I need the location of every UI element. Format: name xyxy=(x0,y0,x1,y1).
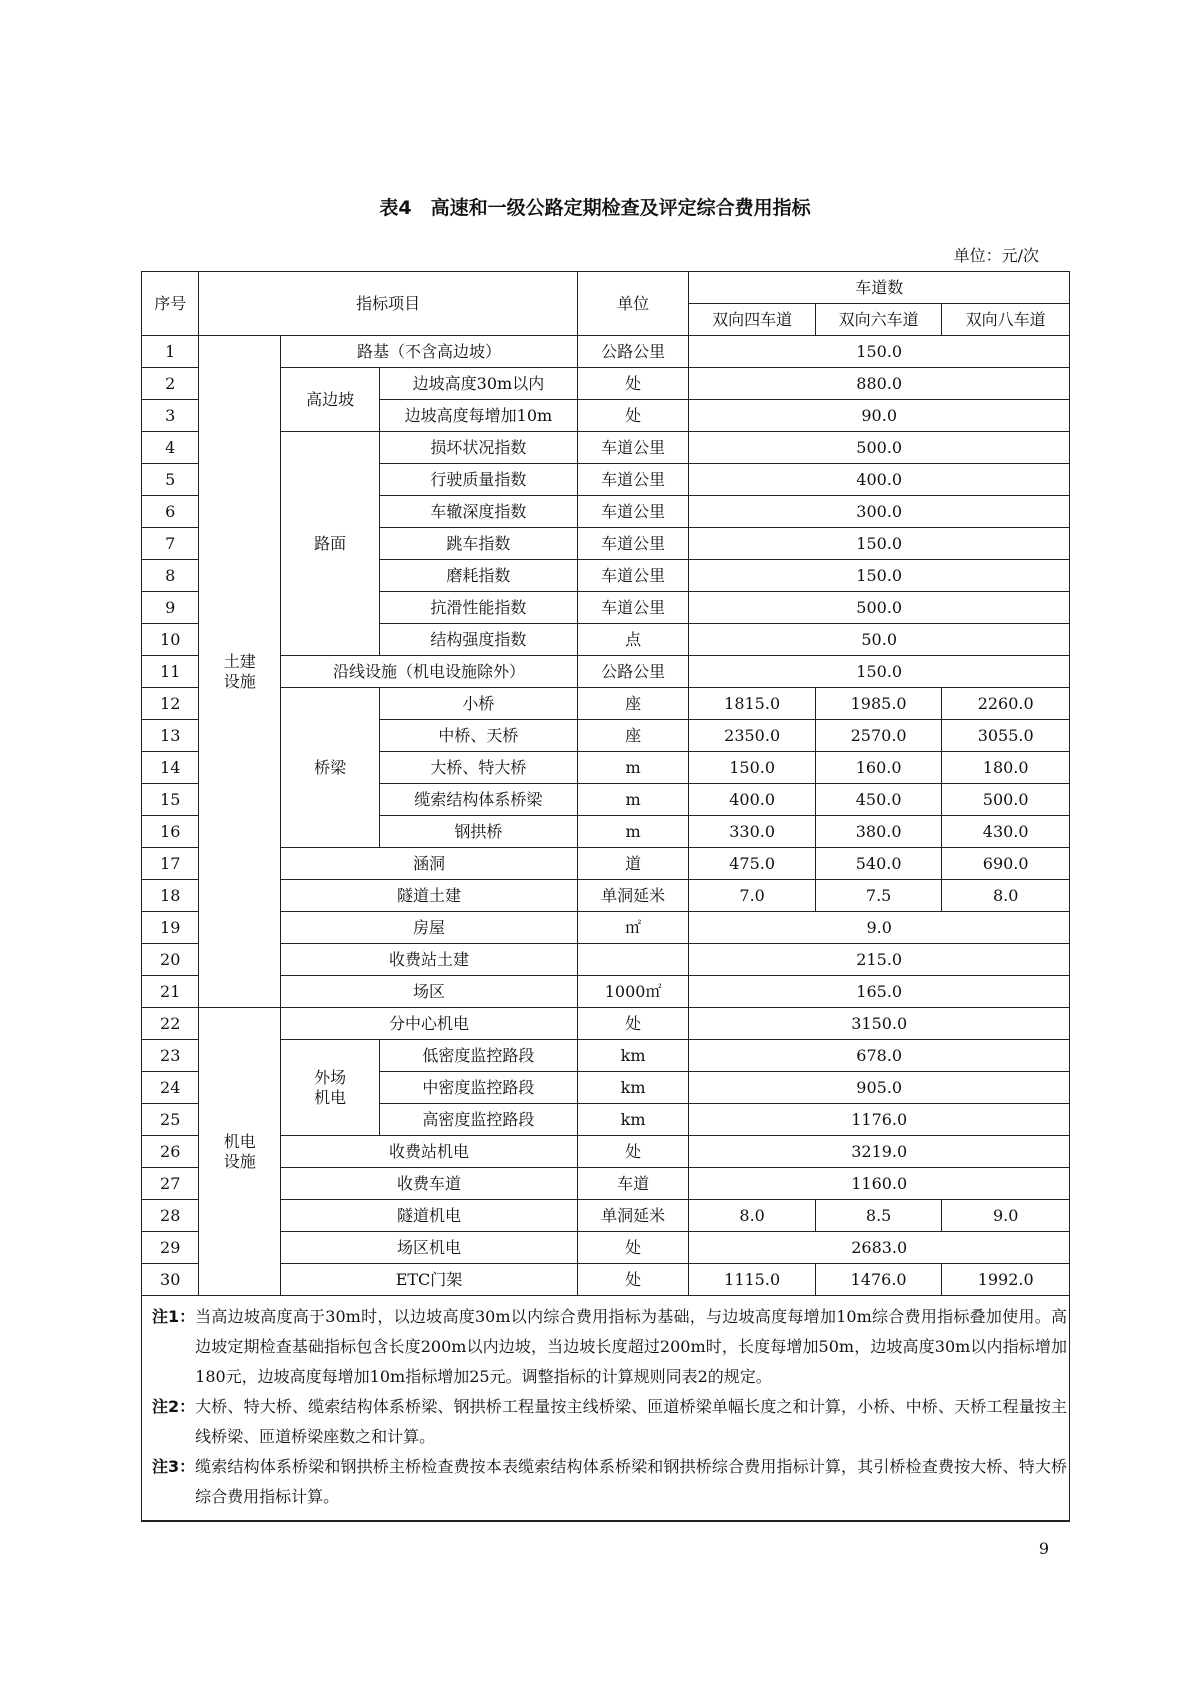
row-value: 500.0 xyxy=(689,592,1070,624)
row-unit: 车道公里 xyxy=(577,528,689,560)
table-title: 表4 高速和一级公路定期检查及评定综合费用指标 xyxy=(379,197,811,219)
row-value: 300.0 xyxy=(689,496,1070,528)
row-value: 3219.0 xyxy=(689,1136,1070,1168)
group-bridge: 桥梁 xyxy=(281,688,380,848)
row-value-lane8: 500.0 xyxy=(942,784,1070,816)
row-item: 路基（不含高边坡） xyxy=(281,336,578,368)
row-item: 钢拱桥 xyxy=(380,816,578,848)
notes-cell xyxy=(142,1296,1070,1522)
row-value-lane4: 1115.0 xyxy=(689,1264,815,1296)
row-item: 隧道土建 xyxy=(281,880,578,912)
table-row xyxy=(142,368,1070,400)
row-item: 涵洞 xyxy=(281,848,578,880)
row-number: 12 xyxy=(142,688,199,720)
note xyxy=(152,1392,1067,1452)
row-unit: km xyxy=(577,1104,689,1136)
row-value: 1160.0 xyxy=(689,1168,1070,1200)
group-mech: 机电 设施 xyxy=(199,1008,281,1296)
row-item: 行驶质量指数 xyxy=(380,464,578,496)
row-number: 20 xyxy=(142,944,199,976)
row-item: 收费车道 xyxy=(281,1168,578,1200)
table-row xyxy=(142,1200,1070,1232)
row-value-lane6: 380.0 xyxy=(815,816,941,848)
table-row xyxy=(142,1232,1070,1264)
row-item: ETC门架 xyxy=(281,1264,578,1296)
notes-row xyxy=(142,1296,1070,1522)
row-value: 500.0 xyxy=(689,432,1070,464)
table-row xyxy=(142,976,1070,1008)
row-number: 26 xyxy=(142,1136,199,1168)
row-number: 17 xyxy=(142,848,199,880)
row-number: 1 xyxy=(142,336,199,368)
row-value-lane6: 7.5 xyxy=(815,880,941,912)
row-number: 5 xyxy=(142,464,199,496)
row-number: 4 xyxy=(142,432,199,464)
row-number: 9 xyxy=(142,592,199,624)
row-value-lane8: 690.0 xyxy=(942,848,1070,880)
row-value-lane6: 8.5 xyxy=(815,1200,941,1232)
table-row xyxy=(142,848,1070,880)
row-unit: 处 xyxy=(577,400,689,432)
row-value: 165.0 xyxy=(689,976,1070,1008)
row-unit: 车道 xyxy=(577,1168,689,1200)
row-value-lane8: 3055.0 xyxy=(942,720,1070,752)
row-item: 中密度监控路段 xyxy=(380,1072,578,1104)
row-item: 沿线设施（机电设施除外） xyxy=(281,656,578,688)
row-unit: 处 xyxy=(577,1264,689,1296)
cost-index-table xyxy=(141,271,1070,1522)
row-item: 缆索结构体系桥梁 xyxy=(380,784,578,816)
row-item: 边坡高度30m以内 xyxy=(380,368,578,400)
row-value: 400.0 xyxy=(689,464,1070,496)
row-value-lane8: 180.0 xyxy=(942,752,1070,784)
header-item: 指标项目 xyxy=(199,272,577,336)
row-item: 分中心机电 xyxy=(281,1008,578,1040)
group-pavement: 路面 xyxy=(281,432,380,656)
row-item: 收费站机电 xyxy=(281,1136,578,1168)
row-unit: km xyxy=(577,1040,689,1072)
row-value-lane4: 475.0 xyxy=(689,848,815,880)
table-row xyxy=(142,1008,1070,1040)
row-value-lane6: 1476.0 xyxy=(815,1264,941,1296)
row-number: 22 xyxy=(142,1008,199,1040)
row-number: 16 xyxy=(142,816,199,848)
row-value: 50.0 xyxy=(689,624,1070,656)
row-value-lane4: 1815.0 xyxy=(689,688,815,720)
row-number: 19 xyxy=(142,912,199,944)
row-number: 18 xyxy=(142,880,199,912)
table-row xyxy=(142,1168,1070,1200)
row-unit: 1000㎡ xyxy=(577,976,689,1008)
row-value-lane4: 400.0 xyxy=(689,784,815,816)
table-row xyxy=(142,1264,1070,1296)
row-unit: 处 xyxy=(577,1232,689,1264)
table-row xyxy=(142,336,1070,368)
row-number: 13 xyxy=(142,720,199,752)
row-item: 损坏状况指数 xyxy=(380,432,578,464)
row-value-lane8: 9.0 xyxy=(942,1200,1070,1232)
row-value-lane6: 2570.0 xyxy=(815,720,941,752)
row-item: 边坡高度每增加10m xyxy=(380,400,578,432)
row-item: 低密度监控路段 xyxy=(380,1040,578,1072)
row-value: 905.0 xyxy=(689,1072,1070,1104)
row-item: 场区 xyxy=(281,976,578,1008)
row-number: 24 xyxy=(142,1072,199,1104)
row-unit: 车道公里 xyxy=(577,432,689,464)
row-number: 25 xyxy=(142,1104,199,1136)
group-field-mech: 外场 机电 xyxy=(281,1040,380,1136)
table-row xyxy=(142,912,1070,944)
row-unit: 单洞延米 xyxy=(577,880,689,912)
row-number: 23 xyxy=(142,1040,199,1072)
row-value-lane6: 540.0 xyxy=(815,848,941,880)
row-unit: 车道公里 xyxy=(577,560,689,592)
row-value: 1176.0 xyxy=(689,1104,1070,1136)
row-unit: 处 xyxy=(577,1136,689,1168)
row-item: 结构强度指数 xyxy=(380,624,578,656)
row-value: 880.0 xyxy=(689,368,1070,400)
note-tag: 注3： xyxy=(152,1457,196,1476)
row-number: 14 xyxy=(142,752,199,784)
row-value-lane8: 2260.0 xyxy=(942,688,1070,720)
row-value-lane4: 2350.0 xyxy=(689,720,815,752)
row-item: 场区机电 xyxy=(281,1232,578,1264)
row-unit: 处 xyxy=(577,1008,689,1040)
table-row xyxy=(142,688,1070,720)
header-lane8: 双向八车道 xyxy=(942,304,1070,336)
header-seq: 序号 xyxy=(142,272,199,336)
row-value: 9.0 xyxy=(689,912,1070,944)
row-number: 7 xyxy=(142,528,199,560)
row-number: 11 xyxy=(142,656,199,688)
row-unit: 道 xyxy=(577,848,689,880)
row-unit: km xyxy=(577,1072,689,1104)
row-item: 小桥 xyxy=(380,688,578,720)
row-value-lane6: 160.0 xyxy=(815,752,941,784)
row-item: 房屋 xyxy=(281,912,578,944)
row-unit: m xyxy=(577,752,689,784)
note-tag: 注1： xyxy=(152,1307,196,1326)
row-item: 跳车指数 xyxy=(380,528,578,560)
row-unit: 单洞延米 xyxy=(577,1200,689,1232)
table-row xyxy=(142,1136,1070,1168)
row-item: 车辙深度指数 xyxy=(380,496,578,528)
row-number: 3 xyxy=(142,400,199,432)
row-value: 215.0 xyxy=(689,944,1070,976)
table-row xyxy=(142,432,1070,464)
group-civil: 土建 设施 xyxy=(199,336,281,1008)
row-unit: 公路公里 xyxy=(577,336,689,368)
row-item: 抗滑性能指数 xyxy=(380,592,578,624)
row-unit: 车道公里 xyxy=(577,496,689,528)
header-lane4: 双向四车道 xyxy=(689,304,815,336)
note-tag: 注2： xyxy=(152,1397,196,1416)
table-row xyxy=(142,656,1070,688)
note xyxy=(152,1452,1067,1512)
row-value-lane4: 330.0 xyxy=(689,816,815,848)
row-item: 收费站土建 xyxy=(281,944,578,976)
row-value: 150.0 xyxy=(689,656,1070,688)
row-unit: 座 xyxy=(577,688,689,720)
row-item: 中桥、天桥 xyxy=(380,720,578,752)
row-unit: 处 xyxy=(577,368,689,400)
row-value: 150.0 xyxy=(689,560,1070,592)
row-item: 大桥、特大桥 xyxy=(380,752,578,784)
row-unit: ㎡ xyxy=(577,912,689,944)
row-unit: 车道公里 xyxy=(577,464,689,496)
row-number: 21 xyxy=(142,976,199,1008)
row-value-lane4: 8.0 xyxy=(689,1200,815,1232)
row-number: 6 xyxy=(142,496,199,528)
row-number: 8 xyxy=(142,560,199,592)
row-number: 27 xyxy=(142,1168,199,1200)
row-unit: 座 xyxy=(577,720,689,752)
table-row xyxy=(142,1040,1070,1072)
row-value: 150.0 xyxy=(689,336,1070,368)
row-unit: m xyxy=(577,816,689,848)
row-value: 150.0 xyxy=(689,528,1070,560)
header-lane6: 双向六车道 xyxy=(815,304,941,336)
unit-label: 单位：元/次 xyxy=(953,246,1039,265)
row-value-lane4: 7.0 xyxy=(689,880,815,912)
row-number: 2 xyxy=(142,368,199,400)
header-lanes: 车道数 xyxy=(689,272,1070,304)
row-value-lane4: 150.0 xyxy=(689,752,815,784)
row-value-lane8: 1992.0 xyxy=(942,1264,1070,1296)
row-item: 高密度监控路段 xyxy=(380,1104,578,1136)
row-number: 29 xyxy=(142,1232,199,1264)
table-row xyxy=(142,944,1070,976)
row-value: 90.0 xyxy=(689,400,1070,432)
row-unit: 车道公里 xyxy=(577,592,689,624)
note xyxy=(152,1302,1067,1392)
group-high-slope: 高边坡 xyxy=(281,368,380,432)
row-value-lane8: 430.0 xyxy=(942,816,1070,848)
row-item: 隧道机电 xyxy=(281,1200,578,1232)
table-row xyxy=(142,880,1070,912)
row-number: 28 xyxy=(142,1200,199,1232)
note-text: 缆索结构体系桥梁和钢拱桥主桥检查费按本表缆索结构体系桥梁和钢拱桥综合费用指标计算，其引桥检查费按大桥、特大桥综合费用指标计算。 xyxy=(195,1457,1067,1506)
row-value-lane6: 450.0 xyxy=(815,784,941,816)
note-text: 当高边坡高度高于30m时，以边坡高度30m以内综合费用指标为基础，与边坡高度每增加10m综合费用指标叠加使用。高边坡定期检查基础指标包含长度200m以内边坡，当边坡长度超过200m时，长度每增加50m，边坡高度30m以内指标增加180元，边坡高度每增加10m指标增加25元。调整指标的计算规则同表2的规定。 xyxy=(195,1307,1067,1386)
row-value-lane8: 8.0 xyxy=(942,880,1070,912)
header-unit: 单位 xyxy=(577,272,689,336)
row-unit: 公路公里 xyxy=(577,656,689,688)
row-number: 15 xyxy=(142,784,199,816)
row-unit xyxy=(577,944,689,976)
row-unit: 点 xyxy=(577,624,689,656)
note-text: 大桥、特大桥、缆索结构体系桥梁、钢拱桥工程量按主线桥梁、匝道桥梁单幅长度之和计算，小桥、中桥、天桥工程量按主线桥梁、匝道桥梁座数之和计算。 xyxy=(195,1397,1067,1446)
row-number: 10 xyxy=(142,624,199,656)
row-value-lane6: 1985.0 xyxy=(815,688,941,720)
row-value: 3150.0 xyxy=(689,1008,1070,1040)
row-item: 磨耗指数 xyxy=(380,560,578,592)
page-number: 9 xyxy=(1038,1539,1049,1558)
row-number: 30 xyxy=(142,1264,199,1296)
row-value: 2683.0 xyxy=(689,1232,1070,1264)
row-unit: m xyxy=(577,784,689,816)
row-value: 678.0 xyxy=(689,1040,1070,1072)
